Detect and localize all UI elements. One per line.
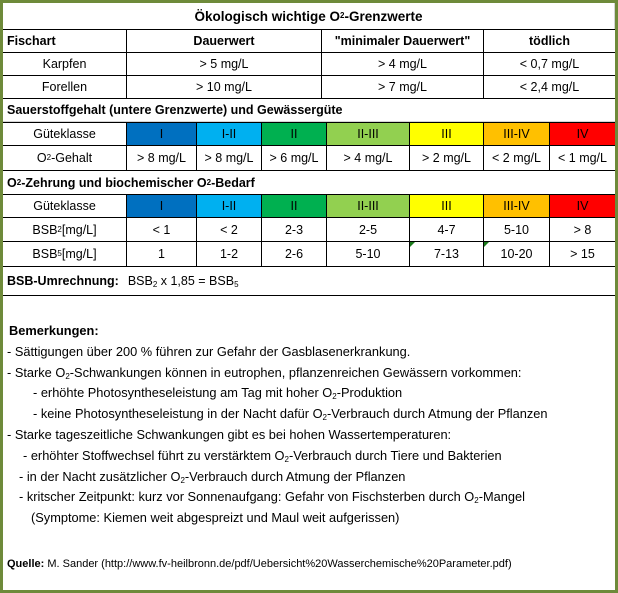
fish-toedlich: < 0,7 mg/L — [519, 57, 580, 71]
note-sub: 2 — [180, 475, 185, 485]
comment-marker-icon — [410, 242, 415, 247]
section-oxygen-row — [3, 99, 615, 122]
note-text-end: -Verbrauch durch Tiere und Bakterien — [288, 447, 502, 463]
o2-value: > 8 mg/L — [197, 146, 262, 170]
bsb5-label: BSB 5 [mg/L] — [3, 242, 127, 266]
bsb5-value: 1-2 — [197, 242, 262, 266]
class-iii: III — [410, 123, 484, 145]
class-iii-iv: III-IV — [484, 123, 550, 145]
fish-min-dauerwert: > 4 mg/L — [322, 53, 484, 75]
formula-text: BSB — [127, 274, 153, 288]
section-bsb-text: O — [7, 175, 17, 190]
note-line — [3, 363, 615, 384]
bsb-class-row — [3, 195, 615, 218]
o2-value: < 1 mg/L — [558, 151, 607, 165]
note-text-end: -Verbrauch durch Atmung der Pflanzen — [184, 468, 406, 484]
section-bsb-heading: O 2 -Zehrung und biochemischer O 2 -Bedarf — [7, 175, 255, 190]
note-line — [3, 446, 615, 467]
notes-section — [3, 321, 615, 529]
bsb2-value: 2-5 — [327, 218, 410, 241]
class-iv: IV — [550, 195, 615, 217]
note-line — [3, 404, 615, 425]
fish-row-karpfen — [3, 53, 615, 76]
title-text-end: -Grenzwerte — [344, 8, 423, 24]
note-sub: 2 — [322, 413, 327, 423]
bsb2-label: BSB 2 [mg/L] — [3, 218, 127, 241]
conversion-label: BSB-Umrechnung: — [7, 274, 119, 288]
bsb5-value-cell — [484, 242, 550, 266]
o2-label: O 2 -Gehalt — [3, 146, 127, 170]
class-i-ii: I-II — [197, 195, 262, 217]
fish-header-row — [3, 30, 615, 53]
note-sub: 2 — [332, 392, 337, 402]
fish-row-forellen — [3, 76, 615, 99]
oxygen-value-row — [3, 146, 615, 171]
bsb2-row — [3, 218, 615, 242]
o2-label-text: O — [36, 151, 47, 165]
note-line: - Sättigungen über 200 % führen zur Gefahr der Gasblasenerkrankung. — [7, 343, 411, 359]
note-sub: 2 — [65, 371, 70, 381]
note-text: - kritscher Zeitpunkt: kurz vor Sonnenaufgang: Gefahr von Fischsterben durch O — [19, 489, 475, 505]
note-line — [3, 487, 615, 508]
bsb5-label-text: BSB — [32, 247, 58, 261]
header-dauerwert: Dauerwert — [127, 30, 322, 52]
comment-marker-icon — [484, 242, 489, 247]
bsb5-value: 7-13 — [433, 247, 460, 261]
class-iii-iv: III-IV — [484, 195, 550, 217]
note-text: - keine Photosyntheseleistung in der Nacht dafür O — [33, 406, 323, 422]
limits-table — [3, 3, 615, 296]
conversion-formula — [128, 274, 239, 288]
note-line: - Starke tageszeitliche Schwankungen gibt es bei hohen Wassertemperaturen: — [7, 426, 452, 442]
o2-value: > 8 mg/L — [127, 146, 197, 170]
fish-min-dauerwert: > 7 mg/L — [322, 76, 484, 98]
note-sub: 2 — [474, 496, 479, 506]
bsb2-value: 5-10 — [484, 218, 550, 241]
bsb5-value: 2-6 — [262, 242, 327, 266]
note-text: - erhöhter Stoffwechsel führt zu verstärktem O — [23, 447, 285, 463]
fish-dauerwert: > 5 mg/L — [127, 53, 322, 75]
bsb2-label-text: BSB — [32, 222, 58, 237]
class-iv: IV — [550, 123, 615, 145]
class-iii: III — [410, 195, 484, 217]
o2-value: > 2 mg/L — [410, 146, 484, 170]
guete-label: Güteklasse — [3, 123, 127, 145]
formula-sub: 5 — [234, 280, 239, 289]
class-i: I — [127, 123, 197, 145]
o2-value: < 2 mg/L — [484, 146, 550, 170]
section-bsb-text-mid: -Zehrung und biochemischer O — [21, 175, 207, 190]
note-text-end: -Verbrauch durch Atmung der Pflanzen — [326, 406, 548, 422]
bsb5-value-cell — [410, 242, 484, 266]
title-row — [3, 3, 615, 30]
bsb2-value: 4-7 — [410, 218, 484, 241]
note-line — [3, 383, 615, 404]
bsb5-value: 5-10 — [327, 242, 410, 266]
guete-label: Güteklasse — [3, 195, 127, 217]
source-line — [7, 558, 512, 570]
bsb2-value: > 8 — [573, 222, 592, 237]
note-text: - Starke O — [7, 364, 66, 380]
class-ii-iii: II-III — [327, 195, 410, 217]
class-i-ii: I-II — [197, 123, 262, 145]
fish-name: Forellen — [3, 76, 127, 98]
note-line — [3, 467, 615, 488]
bsb5-label-end: [mg/L] — [61, 247, 97, 261]
note-text: - in der Nacht zusätzlicher O — [19, 468, 181, 484]
formula-sub: 2 — [152, 280, 158, 289]
header-fischart: Fischart — [3, 30, 127, 52]
fish-name: Karpfen — [3, 53, 127, 75]
section-bsb-text-end: -Bedarf — [211, 175, 255, 190]
page-title: Ökologisch wichtige O 2 -Grenzwerte — [3, 3, 615, 29]
fish-dauerwert: > 10 mg/L — [127, 76, 322, 98]
section-oxygen-heading: Sauerstoffgehalt (untere Grenzwerte) und Gewässergüte — [7, 103, 343, 117]
header-toedlich: tödlich — [529, 34, 570, 48]
header-min-dauerwert: "minimaler Dauerwert" — [322, 30, 484, 52]
oxygen-class-row — [3, 122, 615, 146]
o2-value: > 6 mg/L — [262, 146, 327, 170]
o2-label-end: -Gehalt — [51, 151, 93, 165]
title-text: Ökologisch wichtige O — [194, 8, 341, 24]
note-text: - erhöhte Photosyntheseleistung am Tag mit hoher O — [33, 385, 333, 401]
bsb5-value: 10-20 — [500, 247, 533, 261]
bsb2-label-end: [mg/L] — [61, 222, 97, 237]
note-sub: 2 — [284, 454, 289, 464]
conversion-cell — [3, 267, 615, 295]
class-ii-iii: II-III — [327, 123, 410, 145]
bsb2-value: < 2 — [197, 218, 262, 241]
note-text-end: -Mangel — [478, 489, 525, 505]
class-i: I — [127, 195, 197, 217]
source-label: Quelle: — [7, 558, 45, 570]
conversion-row — [3, 267, 615, 296]
note-line: (Symptome: Kiemen weit abgespreizt und Maul weit aufgerissen) — [31, 510, 400, 526]
bsb2-value: < 1 — [127, 218, 197, 241]
notes-heading: Bemerkungen: — [9, 323, 99, 338]
bsb5-value: > 15 — [570, 247, 595, 261]
bsb5-value: 1 — [127, 242, 197, 266]
o2-value: > 4 mg/L — [327, 146, 410, 170]
formula-text-mid: x 1,85 = BSB — [157, 274, 235, 288]
bsb2-value: 2-3 — [262, 218, 327, 241]
note-text-end: -Schwankungen können in eutrophen, pflanzenreichen Gewässern vorkommen: — [69, 364, 522, 380]
source-text: M. Sander (http://www.fv-heilbronn.de/pdf/Uebersicht%20Wasserchemische%20Parameter.pdf) — [44, 558, 512, 570]
fish-toedlich: < 2,4 mg/L — [519, 80, 580, 94]
class-ii: II — [262, 123, 327, 145]
section-bsb-row — [3, 171, 615, 195]
class-ii: II — [262, 195, 327, 217]
note-text-end: -Produktion — [336, 385, 403, 401]
bsb5-row — [3, 242, 615, 267]
